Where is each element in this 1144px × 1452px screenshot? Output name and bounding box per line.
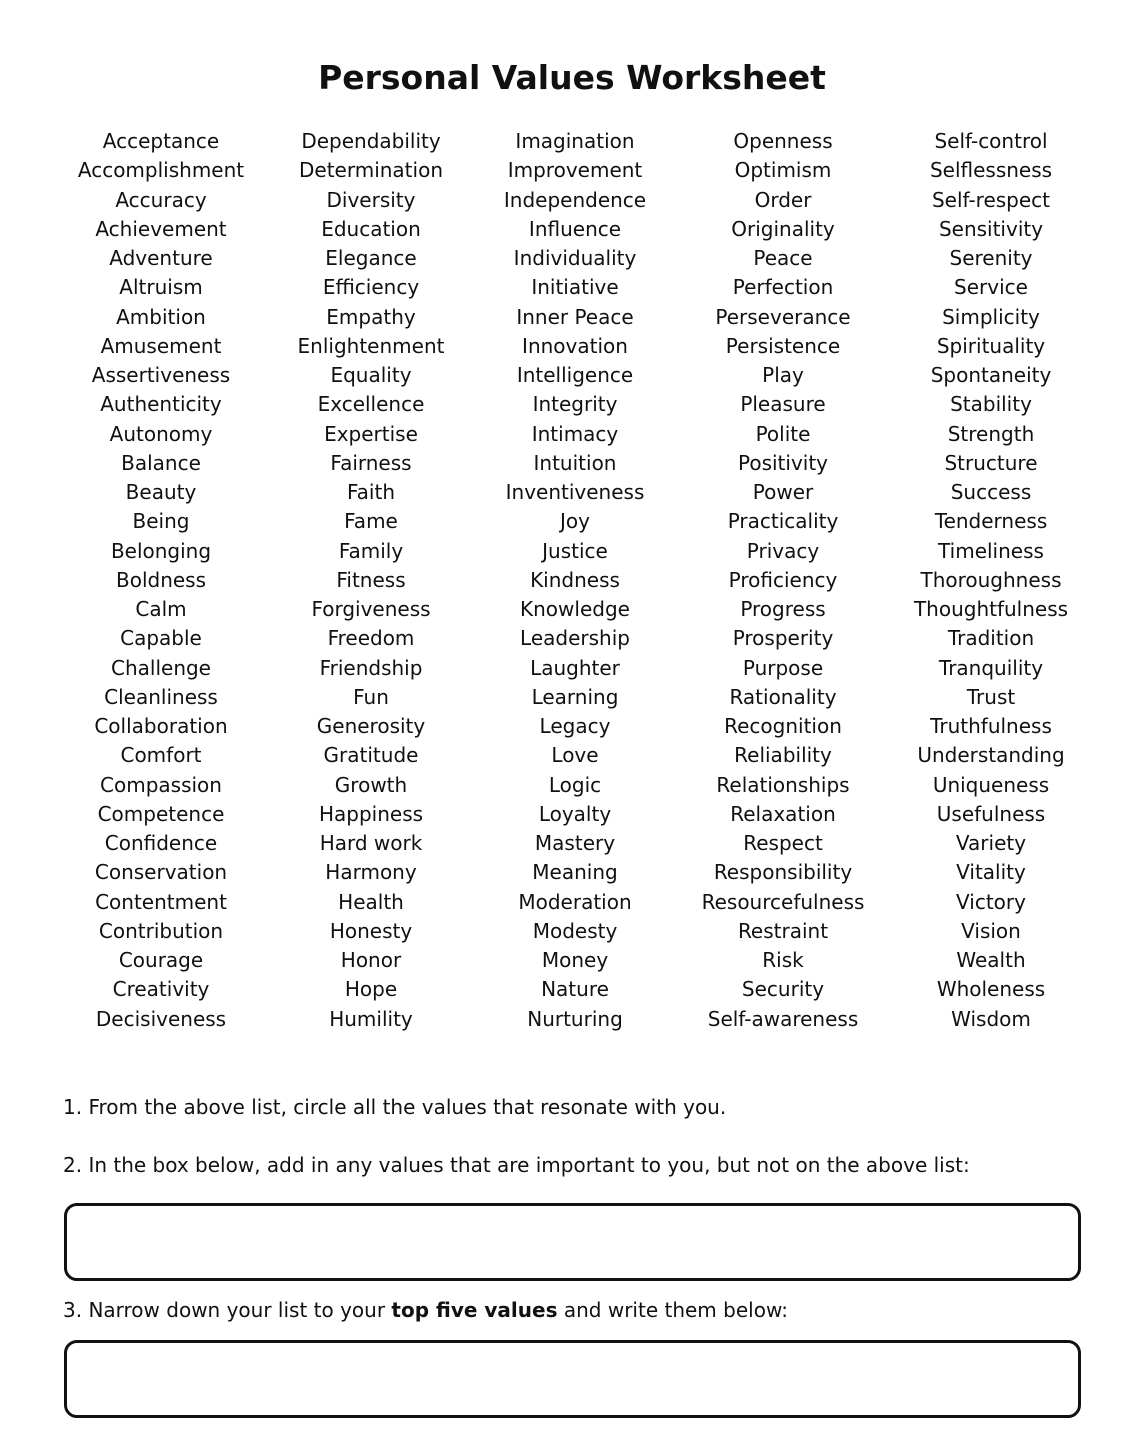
value-item: Modesty	[532, 918, 618, 943]
value-item: Innovation	[522, 333, 628, 358]
value-item: Spontaneity	[930, 363, 1052, 387]
value-item: Contentment	[95, 889, 227, 914]
value-item: Kindness	[530, 567, 620, 592]
value-item: Balance	[121, 450, 201, 475]
value-item: Compassion	[100, 772, 222, 797]
value-item: Generosity	[316, 714, 426, 738]
instruction-step-3	[63, 1296, 788, 1324]
values-column	[886, 127, 1096, 1034]
values-column	[470, 127, 680, 1034]
value-item: Hope	[344, 977, 398, 1002]
value-item: Moderation	[518, 889, 632, 914]
value-item: Nurturing	[527, 1006, 623, 1031]
value-item: Fairness	[330, 450, 412, 475]
value-item: Amusement	[100, 333, 222, 358]
value-item: Achievement	[95, 216, 227, 241]
value-item: Timeliness	[938, 538, 1044, 563]
value-item: Individuality	[513, 246, 637, 270]
value-item: Improvement	[507, 158, 643, 183]
value-item: Intelligence	[516, 363, 634, 387]
value-item: Fitness	[336, 567, 406, 592]
value-item: Polite	[755, 421, 811, 446]
value-item: Ambition	[116, 304, 206, 329]
value-item: Resourcefulness	[701, 889, 865, 914]
value-item: Logic	[548, 772, 602, 797]
value-item: Love	[551, 743, 599, 768]
value-item: Accomplishment	[77, 158, 245, 183]
additional-values-box[interactable]	[64, 1203, 1081, 1281]
value-item: Humility	[329, 1006, 413, 1031]
value-item: Truthfulness	[930, 714, 1052, 738]
value-item: Autonomy	[109, 421, 213, 446]
value-item: Tradition	[947, 626, 1035, 651]
value-item: Tranquility	[938, 655, 1044, 680]
value-item: Thoughtfulness	[913, 597, 1069, 621]
value-item: Initiative	[531, 275, 619, 300]
value-item: Recognition	[724, 714, 842, 738]
value-item: Influence	[528, 216, 622, 241]
value-item: Trust	[966, 684, 1016, 709]
value-item: Mastery	[534, 831, 616, 855]
value-item: Happiness	[318, 801, 424, 826]
instruction-step-2: 2. In the box below, add in any values that are important to you, but not on the above list:	[63, 1153, 970, 1177]
value-item: Simplicity	[942, 304, 1040, 329]
value-item: Calm	[135, 597, 187, 621]
value-item: Play	[762, 363, 804, 387]
value-item: Imagination	[515, 129, 635, 153]
value-item: Comfort	[120, 743, 202, 768]
value-item: Contribution	[98, 918, 224, 943]
value-item: Success	[950, 480, 1032, 504]
value-item: Belonging	[110, 538, 212, 563]
value-item: Authenticity	[100, 392, 222, 417]
value-item: Collaboration	[94, 714, 228, 738]
value-item: Competence	[97, 801, 225, 826]
values-grid	[0, 127, 1144, 1047]
value-item: Beauty	[125, 480, 197, 504]
value-item: Diversity	[326, 187, 416, 212]
value-item: Being	[132, 509, 190, 534]
value-item: Sensitivity	[938, 216, 1044, 241]
value-item: Excellence	[317, 392, 425, 417]
value-item: Assertiveness	[91, 363, 231, 387]
value-item: Equality	[330, 363, 412, 387]
value-item: Independence	[503, 187, 647, 212]
value-item: Determination	[298, 158, 443, 183]
value-item: Boldness	[115, 567, 207, 592]
value-item: Cleanliness	[104, 684, 218, 709]
value-item: Dependability	[301, 129, 441, 153]
value-item: Stability	[950, 392, 1032, 417]
value-item: Adventure	[109, 246, 213, 270]
value-item: Tenderness	[934, 509, 1048, 534]
value-item: Intimacy	[531, 421, 619, 446]
value-item: Positivity	[737, 450, 829, 475]
value-item: Freedom	[327, 626, 415, 651]
value-item: Money	[541, 948, 609, 972]
instruction-step-1: 1. From the above list, circle all the values that resonate with you.	[63, 1095, 727, 1119]
value-item: Security	[741, 977, 825, 1002]
top-five-values-box[interactable]	[64, 1340, 1081, 1418]
value-item: Inner Peace	[516, 304, 634, 329]
instruction-step-3-suffix: and write them below:	[557, 1298, 788, 1322]
value-item: Fame	[344, 509, 398, 534]
value-item: Efficiency	[322, 275, 420, 300]
value-item: Capable	[120, 626, 202, 651]
value-item: Elegance	[325, 246, 417, 270]
value-item: Perfection	[732, 275, 834, 300]
value-item: Nature	[541, 977, 609, 1002]
value-item: Restraint	[737, 918, 829, 943]
value-item: Relationships	[716, 772, 850, 797]
value-item: Health	[338, 889, 404, 914]
value-item: Faith	[347, 480, 395, 504]
value-item: Thoroughness	[920, 567, 1062, 592]
value-item: Power	[752, 480, 814, 504]
value-item: Learning	[531, 684, 619, 709]
value-item: Loyalty	[538, 801, 612, 826]
value-item: Serenity	[949, 246, 1033, 270]
value-item: Intuition	[533, 450, 617, 475]
value-item: Originality	[731, 216, 835, 241]
value-item: Structure	[944, 450, 1038, 475]
value-item: Peace	[753, 246, 813, 270]
value-item: Creativity	[112, 977, 210, 1002]
value-item: Self-awareness	[707, 1006, 859, 1031]
value-item: Respect	[743, 831, 823, 855]
value-item: Self-control	[934, 129, 1048, 153]
value-item: Practicality	[727, 509, 839, 534]
value-item: Meaning	[532, 860, 618, 885]
value-item: Strength	[947, 421, 1035, 446]
values-column	[56, 127, 266, 1034]
value-item: Leadership	[520, 626, 630, 651]
value-item: Integrity	[532, 392, 618, 417]
value-item: Confidence	[104, 831, 218, 855]
value-item: Prosperity	[732, 626, 834, 651]
value-item: Selflessness	[929, 158, 1053, 183]
value-item: Understanding	[917, 743, 1065, 768]
value-item: Inventiveness	[505, 480, 645, 504]
value-item: Reliability	[734, 743, 832, 768]
value-item: Pleasure	[740, 392, 826, 417]
value-item: Order	[754, 187, 812, 212]
page-title: Personal Values Worksheet	[318, 58, 826, 97]
value-item: Openness	[733, 129, 833, 153]
value-item: Family	[338, 538, 404, 563]
value-item: Usefulness	[936, 801, 1046, 826]
values-column	[678, 127, 888, 1034]
value-item: Purpose	[742, 655, 824, 680]
value-item: Progress	[740, 597, 826, 621]
value-item: Privacy	[746, 538, 820, 563]
value-item: Altruism	[119, 275, 203, 300]
value-item: Hard work	[319, 831, 423, 855]
value-item: Persistence	[725, 333, 841, 358]
value-item: Conservation	[94, 860, 228, 885]
value-item: Wealth	[956, 948, 1026, 972]
value-item: Justice	[542, 538, 608, 563]
value-item: Proficiency	[728, 567, 838, 592]
value-item: Joy	[560, 509, 590, 534]
value-item: Perseverance	[715, 304, 851, 329]
value-item: Forgiveness	[311, 597, 431, 621]
value-item: Victory	[956, 889, 1026, 914]
value-item: Growth	[334, 772, 408, 797]
value-item: Expertise	[324, 421, 418, 446]
value-item: Variety	[955, 831, 1027, 855]
value-item: Enlightenment	[297, 333, 445, 358]
value-item: Honesty	[329, 918, 413, 943]
value-item: Fun	[353, 684, 389, 709]
value-item: Vitality	[956, 860, 1026, 885]
value-item: Gratitude	[323, 743, 419, 768]
value-item: Courage	[118, 948, 204, 972]
instruction-step-3-emphasis: top five values	[391, 1298, 558, 1322]
value-item: Service	[954, 275, 1028, 300]
value-item: Legacy	[539, 714, 611, 738]
value-item: Self-respect	[931, 187, 1051, 212]
values-column	[266, 127, 476, 1034]
instruction-step-3-prefix: 3. Narrow down your list to your	[63, 1298, 392, 1322]
value-item: Education	[321, 216, 421, 241]
value-item: Knowledge	[520, 597, 630, 621]
value-item: Risk	[762, 948, 804, 972]
value-item: Rationality	[729, 684, 837, 709]
value-item: Challenge	[111, 655, 211, 680]
value-item: Decisiveness	[95, 1006, 227, 1031]
value-item: Acceptance	[102, 129, 220, 153]
value-item: Optimism	[734, 158, 832, 183]
value-item: Laughter	[530, 655, 620, 680]
value-item: Empathy	[326, 304, 416, 329]
value-item: Wisdom	[951, 1006, 1031, 1031]
value-item: Honor	[340, 948, 402, 972]
value-item: Vision	[961, 918, 1021, 943]
value-item: Spirituality	[936, 333, 1046, 358]
value-item: Friendship	[319, 655, 423, 680]
value-item: Relaxation	[730, 801, 836, 826]
value-item: Responsibility	[713, 860, 853, 885]
value-item: Harmony	[325, 860, 417, 885]
value-item: Uniqueness	[932, 772, 1050, 797]
value-item: Accuracy	[115, 187, 207, 212]
value-item: Wholeness	[936, 977, 1046, 1002]
